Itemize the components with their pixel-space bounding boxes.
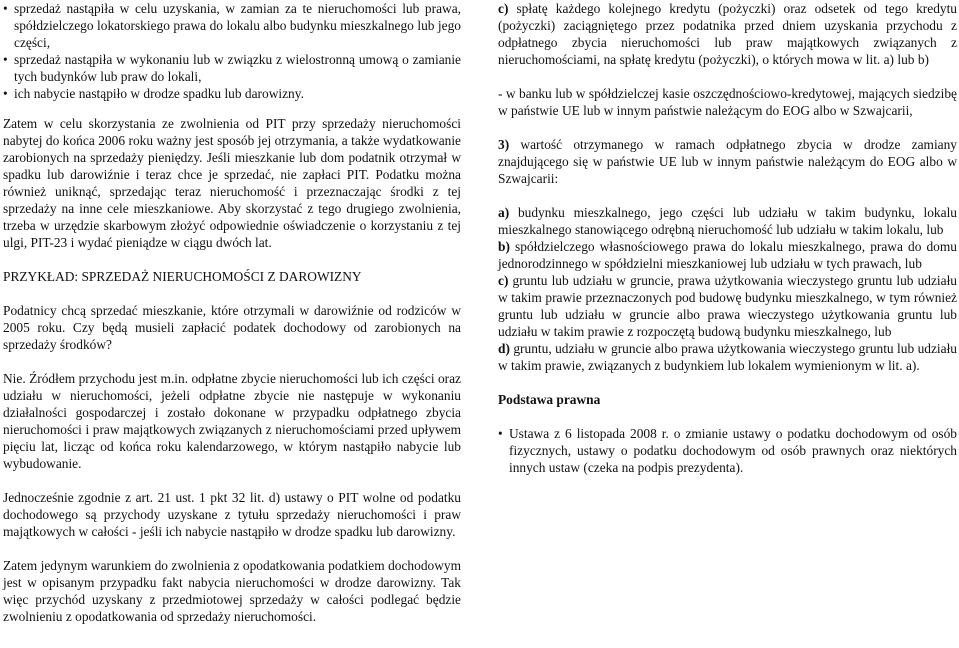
item-d xyxy=(498,340,957,374)
bullet-text: ich nabycie nastąpiło w drodze spadku lub darowizny. xyxy=(14,86,304,101)
legal-basis-bullet xyxy=(498,425,957,476)
paragraph-answer: Nie. Źródłem przychodu jest m.in. odpłatne zbycie nieruchomości lub ich części oraz udziału w nieruchomości, jeżeli odpłatne zbycie nie następuje w wykonaniu działalności gospodarczej i zostało dokonane w przypadku odpłatnego zbycia nieruchomości i praw majątkowych związanych z nieruchomościami przed upływem pięciu lat, licząc od końca roku kalendarzowego, w którym nastąpiło nabycie lub wybudowanie. xyxy=(3,371,461,471)
item-c xyxy=(498,272,957,340)
paragraph-exemption: Zatem w celu skorzystania ze zwolnienia od PIT przy sprzedaży nieruchomości nabytej do końca 2006 roku ważny jest sposób jej otrzymania, a także wydatkowanie zarobionych na sprzedaży pieniędzy. Jeśli mieszkanie lub dom podatnik otrzymał w spadku lub darowiźnie i teraz chce je sprzedać, nie zapłaci PIT. Podatku można również uniknąć, sprzedając teraz nieruchomość i przeznaczając środki z tej sprzedaży na inne cele mieszkaniowe. Aby skorzystać z tego drugiego zwolnienia, trzeba w urzędzie skarbowym złożyć odpowiednie oświadczenie o korzystaniu z tej ulgi, PIT-23 i wydać pieniądze w ciągu dwóch lat. xyxy=(3,116,461,250)
bullet-icon: • xyxy=(3,1,8,16)
bullet-text: sprzedaż nastąpiła w celu uzyskania, w zamian za te nieruchomości lub prawa, spółdzielczego lokatorskiego prawa do lokalu albo budynku mieszkalnego lub jego części, xyxy=(14,1,461,50)
paragraph-conclusion: Zatem jedynym warunkiem do zwolnienia z opodatkowania podatkiem dochodowym jest w opisanym przypadku fakt nabycia nieruchomości w drodze darowizny. Tak więc przychód uzyskany z przedmiotowej sprzedaży w całości podlegać będzie zwolnieniu z opodatkowania od sprzedaży nieruchomości. xyxy=(3,558,461,624)
bullet-icon: • xyxy=(3,86,8,101)
item-b xyxy=(498,238,957,272)
item-letter: c) xyxy=(498,273,509,288)
item-text: wartość otrzymanego w ramach odpłatnego zbycia w drodze zamiany znajdującego się w państwie UE lub w innym państwie należącym do EOG albo w Szwajcarii: xyxy=(498,137,957,186)
legal-basis-heading: Podstawa prawna xyxy=(498,392,601,407)
example-heading: PRZYKŁAD: SPRZEDAŻ NIERUCHOMOŚCI Z DAROWIZNY xyxy=(3,269,362,284)
item-number: 3) xyxy=(498,137,510,152)
item-text: gruntu lub udziału w gruncie, prawa użytkowania wieczystego gruntu lub udziału w takim prawie przeznaczonych pod budowę budynku mieszkalnego, w tym również gruntu lub udziału w gruncie albo prawa wieczystego użytkowania gruntu lub udziału w takim prawie z rozpoczętą budową budynku mieszkalnego, lub xyxy=(498,273,957,339)
bullet-icon: • xyxy=(3,52,8,67)
item-letter: a) xyxy=(498,205,510,220)
bullet-item-1 xyxy=(3,0,461,51)
item-letter: d) xyxy=(498,341,510,356)
paragraph-question: Podatnicy chcą sprzedać mieszkanie, które otrzymali w darowiźnie od rodziców w 2005 roku. Czy będą musieli zapłacić podatek dochodowy od zarobionych na sprzedaży środków? xyxy=(3,303,461,352)
item-letter: b) xyxy=(498,239,510,254)
item-text: gruntu, udziału w gruncie albo prawa użytkowania wieczystego gruntu lub udziału w takim prawie, związanych z budynkiem lub lokalem wymienionym w lit. a). xyxy=(498,341,957,373)
bullet-text: Ustawa z 6 listopada 2008 r. o zmianie ustawy o podatku dochodowym od osób fizycznych, ustawy o podatku dochodowym od osób prawnych oraz niektórych innych ustaw (czeka na podpis prezydenta). xyxy=(509,426,957,475)
left-column xyxy=(3,0,461,625)
item-text: spółdzielczego własnościowego prawa do lokalu mieszkalnego, prawa do domu jednorodzinnego w spółdzielni mieszkaniowej lub udziału w tych prawach, lub xyxy=(498,239,957,271)
item-a xyxy=(498,204,957,238)
item-c-loan xyxy=(498,0,957,68)
item-letter: c) xyxy=(498,1,509,16)
item-text: spłatę każdego kolejnego kredytu (pożyczki) oraz odsetek od tego kredytu (pożyczki) zaciągniętego przez podatnika przed dniem uzyskania przychodu z odpłatnego zbycia nieruchomości lub praw majątkowych związanych z nieruchomościami, na spłatę kredytu (pożyczki), o których mowa w lit. a) lub b) xyxy=(498,1,957,67)
item-3-exchange xyxy=(498,136,957,187)
bullet-item-3 xyxy=(3,85,461,102)
bullet-text: sprzedaż nastąpiła w wykonaniu lub w związku z wielostronną umową o zamianie tych budynków lub praw do lokali, xyxy=(14,52,461,84)
bullet-item-2 xyxy=(3,51,461,85)
right-column xyxy=(498,0,957,476)
bank-clause: - w banku lub w spółdzielczej kasie oszczędnościowo-kredytowej, mających siedzibę w państwie UE lub w innym państwie należącym do EOG albo w Szwajcarii, xyxy=(498,86,957,118)
item-text: budynku mieszkalnego, jego części lub udziału w takim budynku, lokalu mieszkalnego stanowiącego odrębną nieruchomość lub udziału w takim lokalu, lub xyxy=(498,205,957,237)
bullet-icon: • xyxy=(498,426,503,441)
paragraph-legal-basis: Jednocześnie zgodnie z art. 21 ust. 1 pkt 32 lit. d) ustawy o PIT wolne od podatku dochodowego są przychody uzyskane z tytułu sprzedaży nieruchomości i praw majątkowych w całości - jeśli ich nabycie nastąpiło w drodze spadku lub darowizny. xyxy=(3,490,461,539)
